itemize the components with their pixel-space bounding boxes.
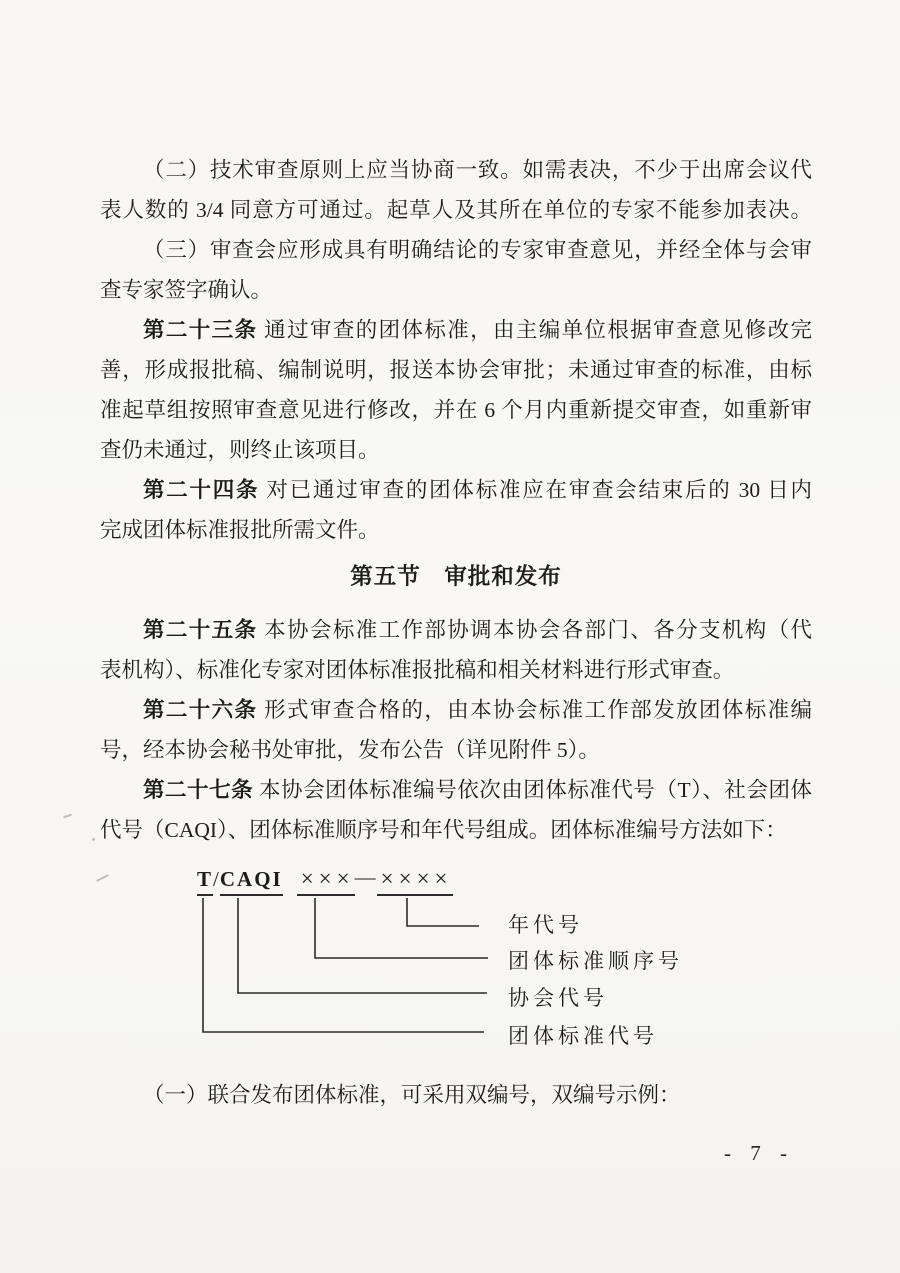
article-number: 第二十四条 — [143, 478, 260, 502]
text-line — [100, 150, 812, 190]
scan-speck — [96, 874, 108, 882]
scan-speck — [63, 814, 72, 819]
text-line — [100, 390, 812, 430]
line-text: 对已通过审查的团体标准应在审查会结束后的 30 日内 — [259, 478, 812, 502]
line-text: 表机构）、标准化专家对团体标准报批稿和相关材料进行形式审查。 — [100, 658, 735, 682]
text-line — [100, 650, 812, 690]
line-text: 表人数的 3/4 同意方可通过。起草人及其所在单位的专家不能参加表决。 — [100, 198, 812, 222]
line-text: 查专家签字确认。 — [100, 278, 273, 302]
dash: — — [354, 865, 377, 889]
line-text: 善，形成报批稿、编制说明，报送本协会审批；未通过审查的标准，由标 — [100, 358, 812, 382]
association-code-CAQI: CAQI — [220, 867, 283, 896]
line-text: 通过审查的团体标准，由主编单位根据审查意见修改完 — [257, 318, 812, 342]
standard-number-formula — [197, 866, 453, 892]
text-line — [100, 510, 812, 550]
diagram-label-sequence-number: 团体标准顺序号 — [508, 949, 683, 973]
article-number: 第二十六条 — [143, 698, 258, 722]
scan-speck — [92, 838, 95, 841]
text-line — [100, 310, 812, 350]
article-number: 第二十三条 — [143, 318, 258, 342]
diagram-label-year-code: 年代号 — [508, 913, 583, 937]
line-text: （二）技术审查原则上应当协商一致。如需表决，不少于出席会议代 — [143, 158, 812, 182]
diagram-label-standard-code: 团体标准代号 — [508, 1024, 658, 1048]
line-text: 形式审查合格的，由本协会标准工作部发放团体标准编 — [257, 698, 812, 722]
article-number: 第二十五条 — [143, 618, 258, 642]
line-text: 完成团体标准报批所需文件。 — [100, 518, 380, 542]
section-heading: 第五节 审批和发布 — [350, 564, 562, 589]
text-line — [100, 270, 812, 310]
line-text: （三）审查会应形成具有明确结论的专家审查意见，并经全体与会审 — [143, 238, 812, 262]
line-text: 查仍未通过，则终止该项目。 — [100, 438, 380, 462]
line-text: （一）联合发布团体标准，可采用双编号，双编号示例： — [143, 1083, 681, 1107]
year-placeholder: ×××× — [377, 866, 453, 896]
standard-code-T: T — [197, 867, 213, 896]
text-line — [100, 1075, 812, 1115]
page-number: - 7 - — [724, 1141, 794, 1165]
slash: / — [213, 867, 220, 891]
text-line — [100, 430, 812, 470]
text-line — [100, 470, 812, 510]
text-line — [100, 610, 812, 650]
line-text: 号，经本协会秘书处审批，发布公告（详见附件 5）。 — [100, 738, 600, 762]
text-line — [100, 690, 812, 730]
article-number: 第二十七条 — [143, 778, 254, 802]
line-text: 本协会团体标准编号依次由团体标准代号（T）、社会团体 — [253, 778, 812, 802]
line-text: 本协会标准工作部协调本协会各部门、各分支机构（代 — [257, 618, 812, 642]
text-line — [100, 730, 812, 770]
sequence-placeholder: ××× — [297, 866, 355, 896]
body-text — [100, 150, 812, 850]
line-text: 代号（CAQI）、团体标准顺序号和年代号组成。团体标准编号方法如下： — [100, 818, 787, 842]
text-line — [100, 770, 812, 810]
diagram-label-association-code: 协会代号 — [508, 986, 608, 1010]
text-line — [100, 350, 812, 390]
line-text: 准起草组按照审查意见进行修改，并在 6 个月内重新提交审查，如重新审 — [100, 398, 812, 422]
text-line — [100, 810, 812, 850]
text-line — [100, 190, 812, 230]
text-line — [100, 230, 812, 270]
